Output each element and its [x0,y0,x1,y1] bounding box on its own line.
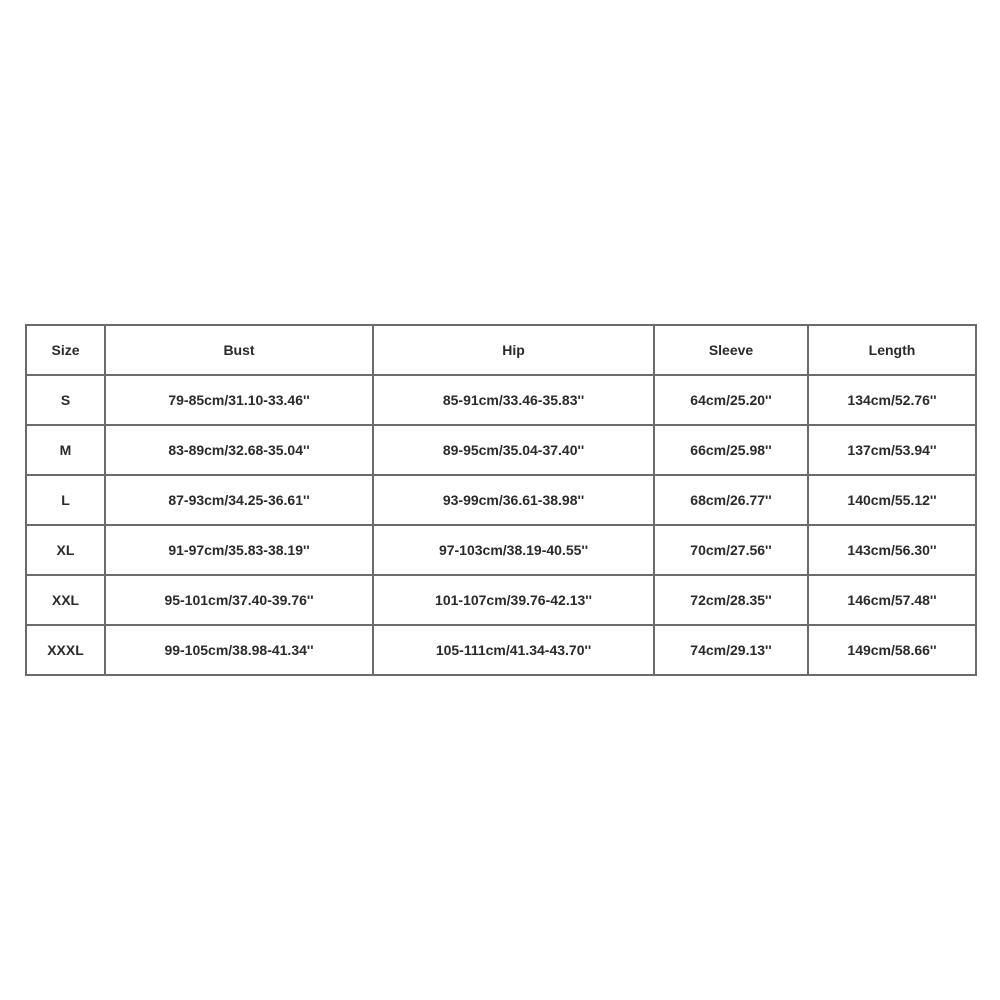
cell-hip: 93-99cm/36.61-38.98'' [373,475,654,525]
cell-hip: 85-91cm/33.46-35.83'' [373,375,654,425]
cell-size: XXXL [26,625,105,675]
cell-hip: 97-103cm/38.19-40.55'' [373,525,654,575]
size-chart-table [25,324,977,676]
table-row [26,425,976,475]
cell-size: L [26,475,105,525]
cell-size: XL [26,525,105,575]
cell-length: 140cm/55.12'' [808,475,976,525]
table-row [26,475,976,525]
header-bust: Bust [105,325,373,375]
table-row [26,575,976,625]
header-hip: Hip [373,325,654,375]
table-row [26,525,976,575]
cell-hip: 89-95cm/35.04-37.40'' [373,425,654,475]
header-size: Size [26,325,105,375]
cell-hip: 101-107cm/39.76-42.13'' [373,575,654,625]
cell-sleeve: 72cm/28.35'' [654,575,808,625]
cell-bust: 91-97cm/35.83-38.19'' [105,525,373,575]
cell-hip: 105-111cm/41.34-43.70'' [373,625,654,675]
header-length: Length [808,325,976,375]
cell-length: 143cm/56.30'' [808,525,976,575]
cell-length: 137cm/53.94'' [808,425,976,475]
cell-sleeve: 64cm/25.20'' [654,375,808,425]
cell-length: 134cm/52.76'' [808,375,976,425]
table-row [26,625,976,675]
cell-size: S [26,375,105,425]
cell-length: 149cm/58.66'' [808,625,976,675]
cell-size: XXL [26,575,105,625]
cell-bust: 99-105cm/38.98-41.34'' [105,625,373,675]
cell-bust: 87-93cm/34.25-36.61'' [105,475,373,525]
cell-sleeve: 74cm/29.13'' [654,625,808,675]
cell-length: 146cm/57.48'' [808,575,976,625]
table-row [26,375,976,425]
cell-bust: 79-85cm/31.10-33.46'' [105,375,373,425]
cell-bust: 95-101cm/37.40-39.76'' [105,575,373,625]
cell-size: M [26,425,105,475]
cell-sleeve: 66cm/25.98'' [654,425,808,475]
header-sleeve: Sleeve [654,325,808,375]
cell-sleeve: 70cm/27.56'' [654,525,808,575]
cell-bust: 83-89cm/32.68-35.04'' [105,425,373,475]
table-header-row [26,325,976,375]
cell-sleeve: 68cm/26.77'' [654,475,808,525]
